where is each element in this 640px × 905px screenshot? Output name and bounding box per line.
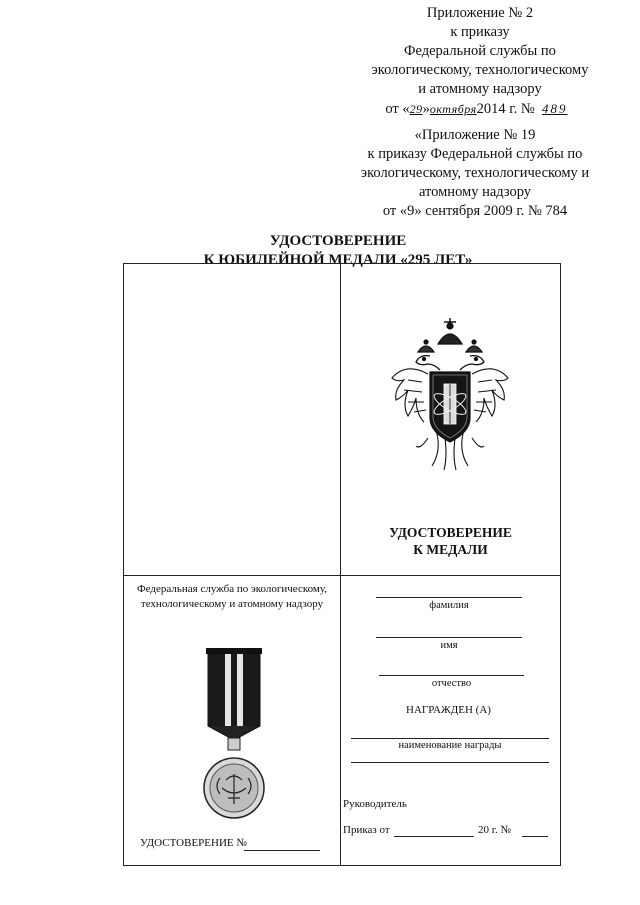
organization-name-line1: Федеральная служба по экологическому, (136, 583, 328, 595)
cover-title-line2: К МЕДАЛИ (413, 542, 488, 557)
order-year-label: 20 г. № (478, 824, 512, 836)
appendix-2-line4: экологическому, технологическому (371, 62, 589, 78)
card-fold-line (340, 264, 341, 865)
appendix-2-header (330, 4, 630, 119)
head-label: Руководитель (343, 798, 407, 810)
order-date-field[interactable] (394, 836, 474, 837)
appendix-19-line1: «Приложение № 19 (414, 127, 536, 143)
certificate-number-label: УДОСТОВЕРЕНИЕ № (140, 837, 247, 849)
award-name-field[interactable] (351, 738, 549, 739)
name-field[interactable] (376, 637, 522, 638)
name-label: имя (440, 640, 458, 651)
appendix-19-header (320, 126, 630, 221)
cover-title (341, 524, 560, 558)
awarded-label: НАГРАЖДЕН (А) (406, 704, 491, 716)
organization-name-line2: технологическому и атомному надзору (140, 598, 324, 610)
order-number-field[interactable] (522, 836, 548, 837)
eagle-emblem-icon (386, 318, 514, 478)
document-title-line2: К ЮБИЛЕЙНОЙ МЕДАЛИ «295 ЛЕТ» (203, 252, 473, 268)
handwritten-month: октября (429, 102, 477, 116)
award-name-label: наименование награды (398, 740, 502, 751)
patronymic-field[interactable] (379, 675, 524, 676)
award-name-field-2[interactable] (351, 762, 549, 763)
appendix-19-line2: к приказу Федеральной службы по (367, 146, 583, 162)
cover-title-line1: УДОСТОВЕРЕНИЕ (389, 525, 512, 540)
order-prefix-label: Приказ от (343, 824, 390, 836)
patronymic-label: отчество (431, 678, 472, 689)
surname-label: фамилия (429, 600, 469, 611)
appendix-2-line3: Федеральной службы по (404, 43, 556, 59)
appendix-2-line5: и атомному надзору (418, 81, 542, 97)
handwritten-number: 489 (541, 101, 568, 116)
organization-name (124, 582, 340, 612)
certificate-number-field[interactable] (244, 850, 320, 851)
appendix-2-line1: Приложение № 2 (426, 5, 534, 21)
appendix-19-line5: от «9» сентября 2009 г. № 784 (382, 203, 568, 219)
handwritten-day: 29 (409, 102, 423, 116)
surname-field[interactable] (376, 597, 522, 598)
medal-icon (198, 648, 270, 824)
appendix-2-date-line: от «29»октября2014 г. № 489 (385, 101, 568, 117)
card-divider (124, 575, 560, 576)
document-title-line1: УДОСТОВЕРЕНИЕ (269, 233, 407, 249)
appendix-2-line2: к приказу (450, 24, 510, 40)
appendix-19-line3: экологическому, технологическому и (360, 165, 590, 181)
certificate-card (123, 263, 561, 866)
appendix-19-line4: атомному надзору (418, 184, 532, 200)
